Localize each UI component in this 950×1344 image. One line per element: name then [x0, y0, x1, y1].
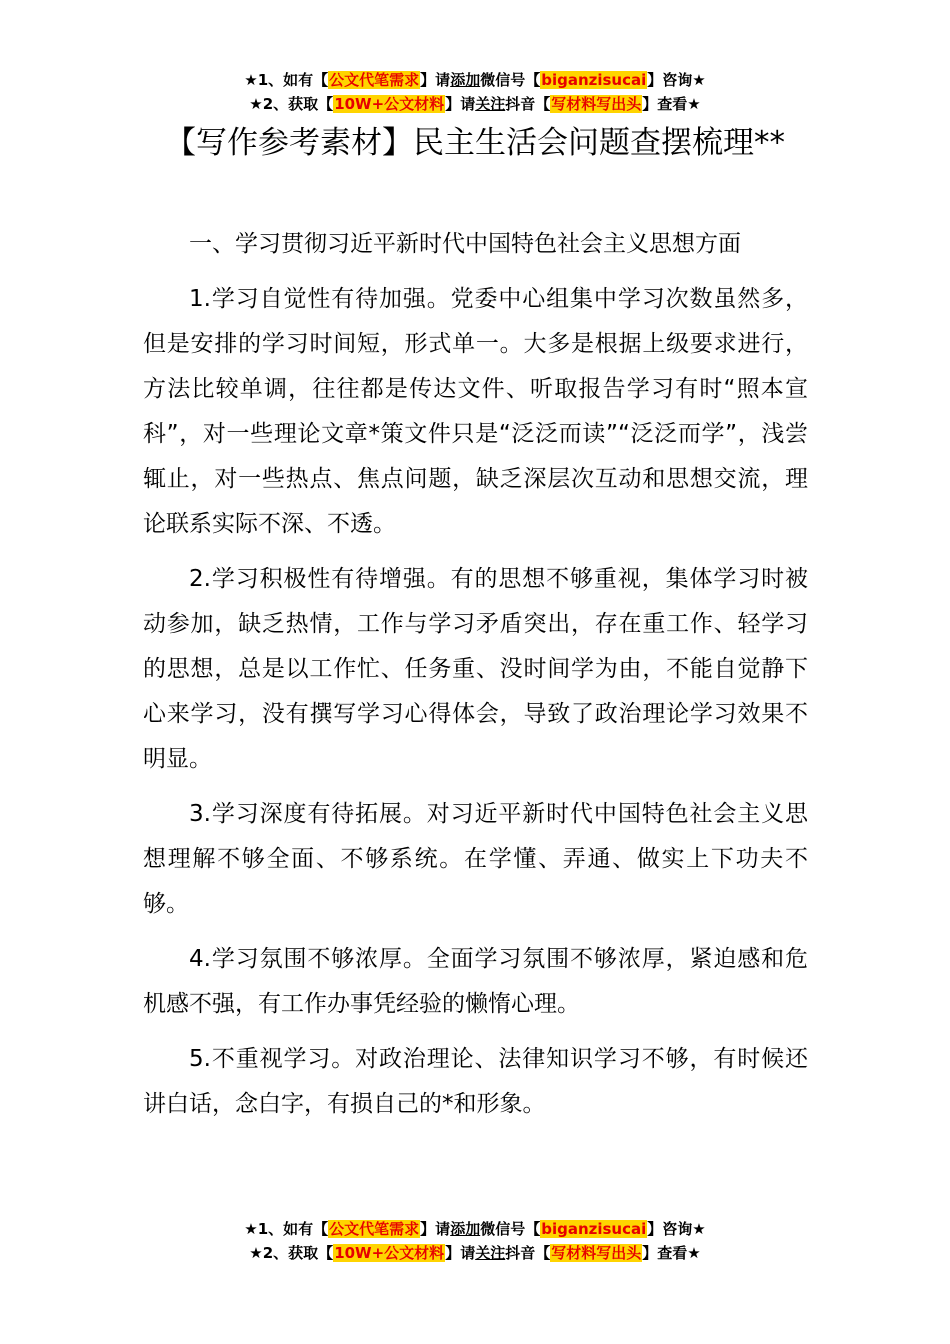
paragraph: 3.学习深度有待拓展。对习近平新时代中国特色社会主义思想理解不够全面、不够系统。在学懂、弄通、做实上下功夫不够。 — [143, 801, 808, 917]
banner-text: 】请 — [420, 71, 451, 89]
header-banner — [0, 68, 950, 116]
paragraph: 1.学习自觉性有待加强。党委中心组集中学习次数虽然多，但是安排的学习时间短，形式单一。大多是根据上级要求进行，方法比较单调，往往都是传达文件、听取报告学习有时“照本宣科”，对一些理论文章*策文件只是“泛泛而读”“泛泛而学”，浅尝辄止，对一些热点、焦点问题，缺乏深层次互动和思想交流，理论联系实际不深、不透。 — [143, 286, 808, 537]
banner-highlight: 公文代笔需求 — [329, 71, 420, 89]
banner-underline: 添加 — [450, 1220, 481, 1238]
banner-highlight: 公文代笔需求 — [329, 1220, 420, 1238]
banner-highlight: 写材料写出头 — [551, 1244, 642, 1262]
banner-line-2 — [0, 92, 950, 116]
banner-underline: 关注 — [475, 95, 506, 113]
banner-text: ★2、获取【 — [249, 95, 334, 113]
banner-text: 】请 — [445, 95, 476, 113]
section-heading: 一、学习贯彻习近平新时代中国特色社会主义思想方面 — [189, 231, 741, 257]
paragraph: 4.学习氛围不够浓厚。全面学习氛围不够浓厚，紧迫感和危机感不强，有工作办事凭经验的懒惰心理。 — [143, 946, 808, 1017]
banner-text: 微信号【 — [480, 71, 541, 89]
banner-text: 抖音【 — [505, 1244, 551, 1262]
banner-text: ★1、如有【 — [244, 71, 329, 89]
banner-text: 】咨询★ — [647, 1220, 706, 1238]
document-body — [143, 222, 808, 1137]
banner-highlight: 10W+公文材料 — [334, 1244, 445, 1262]
banner-line-1 — [0, 1217, 950, 1241]
banner-line-1 — [0, 68, 950, 92]
banner-highlight: biganzisucai — [541, 71, 647, 89]
paragraph: 5.不重视学习。对政治理论、法律知识学习不够，有时候还讲白话，念白字，有损自己的*和形象。 — [143, 1046, 808, 1117]
banner-text: 】查看★ — [642, 95, 701, 113]
banner-underline: 关注 — [475, 1244, 506, 1262]
banner-text: 】请 — [445, 1244, 476, 1262]
banner-text: 微信号【 — [480, 1220, 541, 1238]
banner-highlight: 写材料写出头 — [551, 95, 642, 113]
banner-text: 】咨询★ — [647, 71, 706, 89]
document-title: 【写作参考素材】民主生活会问题查摆梳理** — [165, 125, 785, 161]
footer-banner — [0, 1217, 950, 1265]
banner-text: 】请 — [420, 1220, 451, 1238]
banner-highlight: biganzisucai — [541, 1220, 647, 1238]
banner-text: ★2、获取【 — [249, 1244, 334, 1262]
banner-underline: 添加 — [450, 71, 481, 89]
banner-highlight: 10W+公文材料 — [334, 95, 445, 113]
banner-text: 抖音【 — [505, 95, 551, 113]
banner-text: ★1、如有【 — [244, 1220, 329, 1238]
banner-line-2 — [0, 1241, 950, 1265]
banner-text: 】查看★ — [642, 1244, 701, 1262]
paragraph: 2.学习积极性有待增强。有的思想不够重视，集体学习时被动参加，缺乏热情，工作与学习矛盾突出，存在重工作、轻学习的思想，总是以工作忙、任务重、没时间学为由，不能自觉静下心来学习，没有撰写学习心得体会，导致了政治理论学习效果不明显。 — [143, 566, 808, 772]
